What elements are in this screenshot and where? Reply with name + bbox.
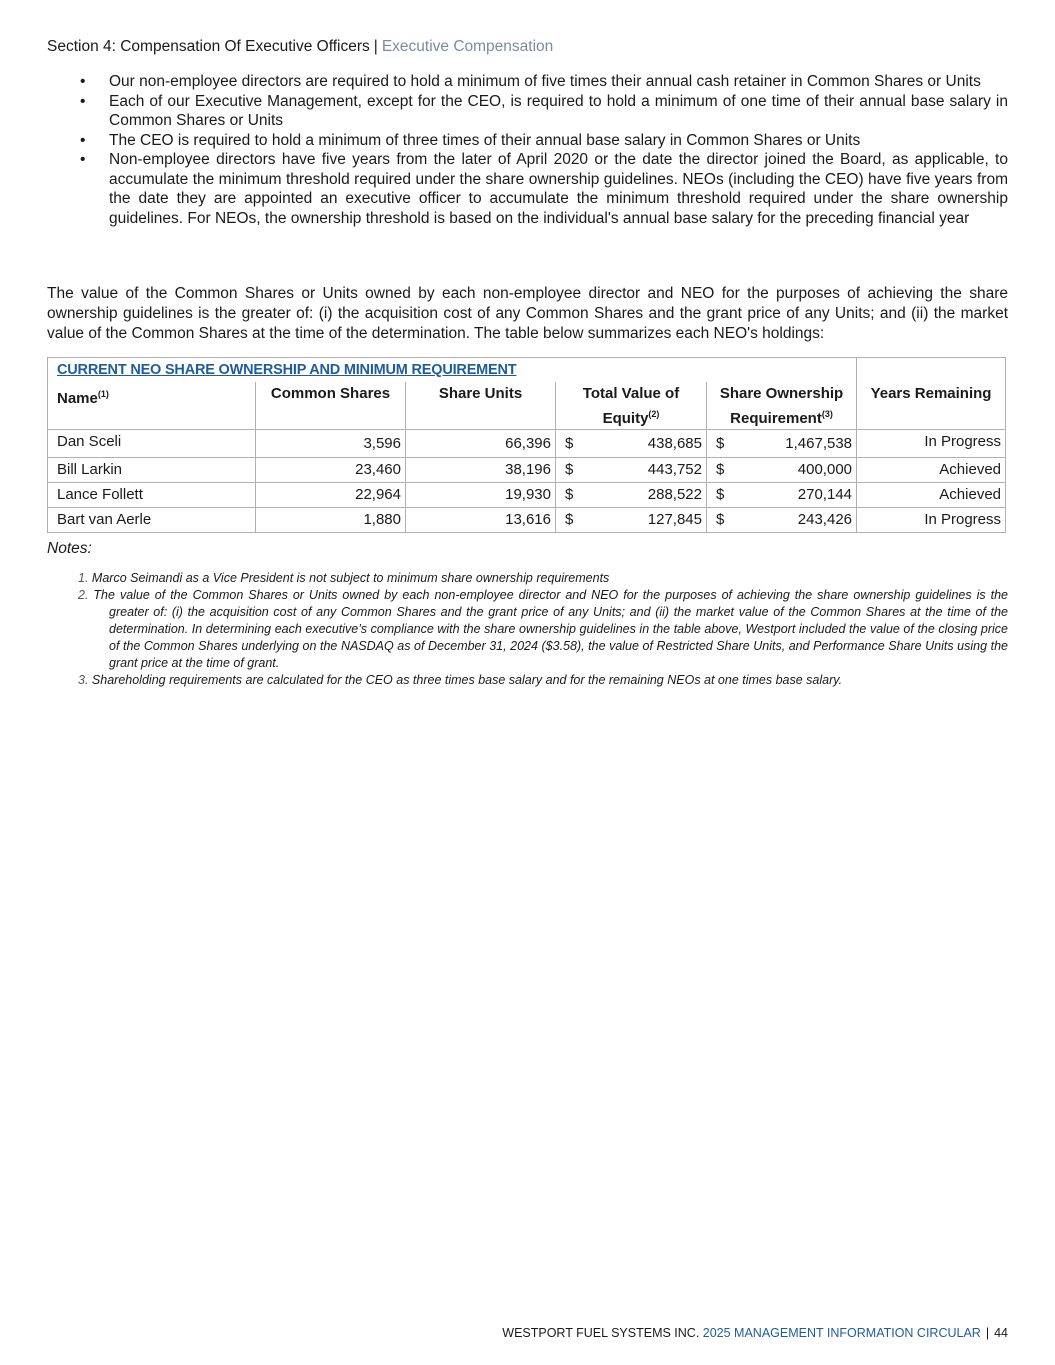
header-share-units: Share Units bbox=[406, 382, 556, 430]
table-header-row bbox=[48, 382, 1006, 430]
header-req-line1: Share Ownership bbox=[719, 385, 844, 402]
note-number: 1. bbox=[78, 571, 89, 585]
footnote-ref: (1) bbox=[97, 389, 109, 399]
share-ownership-table bbox=[47, 357, 1006, 533]
cell-total-value bbox=[556, 508, 707, 533]
list-item-text: The CEO is required to hold a minimum of three times of their annual base salary in Common Shares or Units bbox=[109, 131, 861, 149]
table-row bbox=[48, 508, 1006, 533]
cell-name: Lance Follett bbox=[48, 483, 256, 508]
note-text: Marco Seimandi as a Vice President is not subject to minimum share ownership requirements bbox=[91, 571, 610, 585]
footer-separator: | bbox=[985, 1326, 990, 1340]
cell-requirement bbox=[707, 430, 857, 458]
header-req-line2: Requirement bbox=[730, 410, 822, 427]
bullet-icon: • bbox=[80, 131, 86, 149]
list-item-text: Each of our Executive Management, except for the CEO, is required to hold a minimum of one time of their annual base salary in Common Shares or Units bbox=[109, 92, 1008, 129]
value-text: 1,467,538 bbox=[785, 435, 853, 452]
table-row bbox=[48, 430, 1006, 458]
note-text: The value of the Common Shares or Units owned by each non-employee director and NEO for the purposes of achieving the share ownership guidelines is the greater of: (i) the acquisition cost of any Common Shares and the grant price of any Units; and (ii) the market value of the Common Shares at the time of the determination. In determining each executive’s compliance with the share ownership guidelines in the table above, Westport included the value of the closing price of the Common Shares underlying on the NASDAQ as of December 31, 2024 ($3.58), the value of Restricted Share Units, and Performance Share Units using the grant price at the time of grant. bbox=[93, 588, 1008, 670]
page-header bbox=[47, 38, 553, 56]
currency-symbol: $ bbox=[716, 486, 725, 503]
cell-common-shares: 1,880 bbox=[256, 508, 406, 533]
currency-symbol: $ bbox=[716, 511, 725, 528]
header-total-line2: Equity bbox=[602, 410, 649, 427]
header-common-shares: Common Shares bbox=[256, 382, 406, 430]
caption-blank-cell bbox=[857, 358, 1006, 383]
cell-requirement bbox=[707, 508, 857, 533]
header-name-label: Name bbox=[57, 390, 98, 407]
page-number: 44 bbox=[994, 1326, 1008, 1340]
cell-total-value bbox=[556, 430, 707, 458]
list-item bbox=[80, 92, 1008, 131]
notes-title: Notes: bbox=[47, 540, 92, 557]
value-text: 400,000 bbox=[797, 461, 853, 478]
note-text: Shareholding requirements are calculated for the CEO as three times base salary and for the remaining NEOs at one times base salary. bbox=[91, 673, 843, 687]
bullet-icon: • bbox=[80, 151, 86, 168]
note-number: 3. bbox=[78, 673, 89, 687]
cell-total-value bbox=[556, 483, 707, 508]
bullet-icon: • bbox=[80, 92, 86, 110]
cell-years-remaining: In Progress bbox=[857, 508, 1006, 533]
currency-symbol: $ bbox=[565, 435, 574, 452]
cell-common-shares: 3,596 bbox=[256, 430, 406, 458]
cell-share-units: 38,196 bbox=[406, 458, 556, 483]
list-item bbox=[80, 72, 1008, 92]
intro-paragraph: The value of the Common Shares or Units owned by each non-employee director and NEO for the purposes of achieving the share ownership guidelines is the greater of: (i) the acquisition cost of any Common Shares and the grant price of any Units; and (ii) the market value of the Common Shares at the time of the determination. The table below summarizes each NEO's holdings: bbox=[47, 285, 1008, 342]
table-caption: CURRENT NEO SHARE OWNERSHIP AND MINIMUM REQUIREMENT bbox=[48, 358, 857, 383]
cell-requirement bbox=[707, 458, 857, 483]
value-text: 127,845 bbox=[647, 511, 702, 528]
cell-years-remaining: Achieved bbox=[857, 458, 1006, 483]
value-text: 288,522 bbox=[647, 486, 702, 503]
value-text: 443,752 bbox=[647, 461, 702, 478]
note-item bbox=[78, 587, 1008, 672]
list-item bbox=[80, 150, 1008, 228]
header-years-remaining: Years Remaining bbox=[857, 382, 1006, 430]
cell-name: Dan Sceli bbox=[48, 430, 256, 458]
bullet-icon: • bbox=[80, 73, 86, 90]
header-separator: | bbox=[373, 38, 378, 55]
value-text: 270,144 bbox=[797, 486, 853, 503]
value-text: 438,685 bbox=[647, 435, 702, 452]
table-caption-row bbox=[48, 358, 1006, 383]
currency-symbol: $ bbox=[565, 511, 574, 528]
note-item bbox=[78, 672, 1008, 689]
subsection-title: Executive Compensation bbox=[381, 38, 554, 55]
footer-document-title: 2025 MANAGEMENT INFORMATION CIRCULAR bbox=[702, 1326, 981, 1340]
header-total-line1: Total Value of bbox=[582, 385, 680, 402]
currency-symbol: $ bbox=[716, 435, 725, 452]
table-row bbox=[48, 483, 1006, 508]
header-total-value bbox=[556, 382, 707, 430]
cell-name: Bill Larkin bbox=[48, 458, 256, 483]
header-name bbox=[48, 382, 256, 430]
cell-common-shares: 23,460 bbox=[256, 458, 406, 483]
cell-years-remaining: Achieved bbox=[857, 483, 1006, 508]
notes-list bbox=[78, 570, 1008, 689]
cell-name: Bart van Aerle bbox=[48, 508, 256, 533]
currency-symbol: $ bbox=[716, 461, 725, 478]
cell-share-units: 19,930 bbox=[406, 483, 556, 508]
list-item-text: Our non-employee directors are required to hold a minimum of five times their annual cash retainer in Common Shares or Units bbox=[109, 73, 981, 90]
table-row bbox=[48, 458, 1006, 483]
cell-share-units: 66,396 bbox=[406, 430, 556, 458]
list-item-text: Non-employee directors have five years from the later of April 2020 or the date the director joined the Board, as applicable, to accumulate the minimum threshold required under the share ownership guidelines. NEOs (including the CEO) have five years from the date they are appointed an executive officer to accumulate the minimum threshold required under the share ownership guidelines. For NEOs, the ownership threshold is based on the individual's annual base salary for the preceding financial year bbox=[109, 151, 1008, 227]
footnote-ref: (2) bbox=[648, 409, 660, 419]
header-requirement bbox=[707, 382, 857, 430]
footer-company: WESTPORT FUEL SYSTEMS INC. bbox=[502, 1326, 700, 1340]
section-title: Section 4: Compensation Of Executive Officers bbox=[47, 38, 370, 55]
value-text: 243,426 bbox=[797, 511, 853, 528]
currency-symbol: $ bbox=[565, 486, 574, 503]
currency-symbol: $ bbox=[565, 461, 574, 478]
cell-share-units: 13,616 bbox=[406, 508, 556, 533]
cell-years-remaining: In Progress bbox=[857, 430, 1006, 458]
footnote-ref: (3) bbox=[821, 409, 833, 419]
note-item bbox=[78, 570, 1008, 587]
cell-requirement bbox=[707, 483, 857, 508]
note-number: 2. bbox=[78, 588, 89, 602]
requirements-list bbox=[80, 72, 1008, 228]
cell-common-shares: 22,964 bbox=[256, 483, 406, 508]
list-item bbox=[80, 131, 1008, 151]
cell-total-value bbox=[556, 458, 707, 483]
page-footer bbox=[502, 1326, 1008, 1340]
